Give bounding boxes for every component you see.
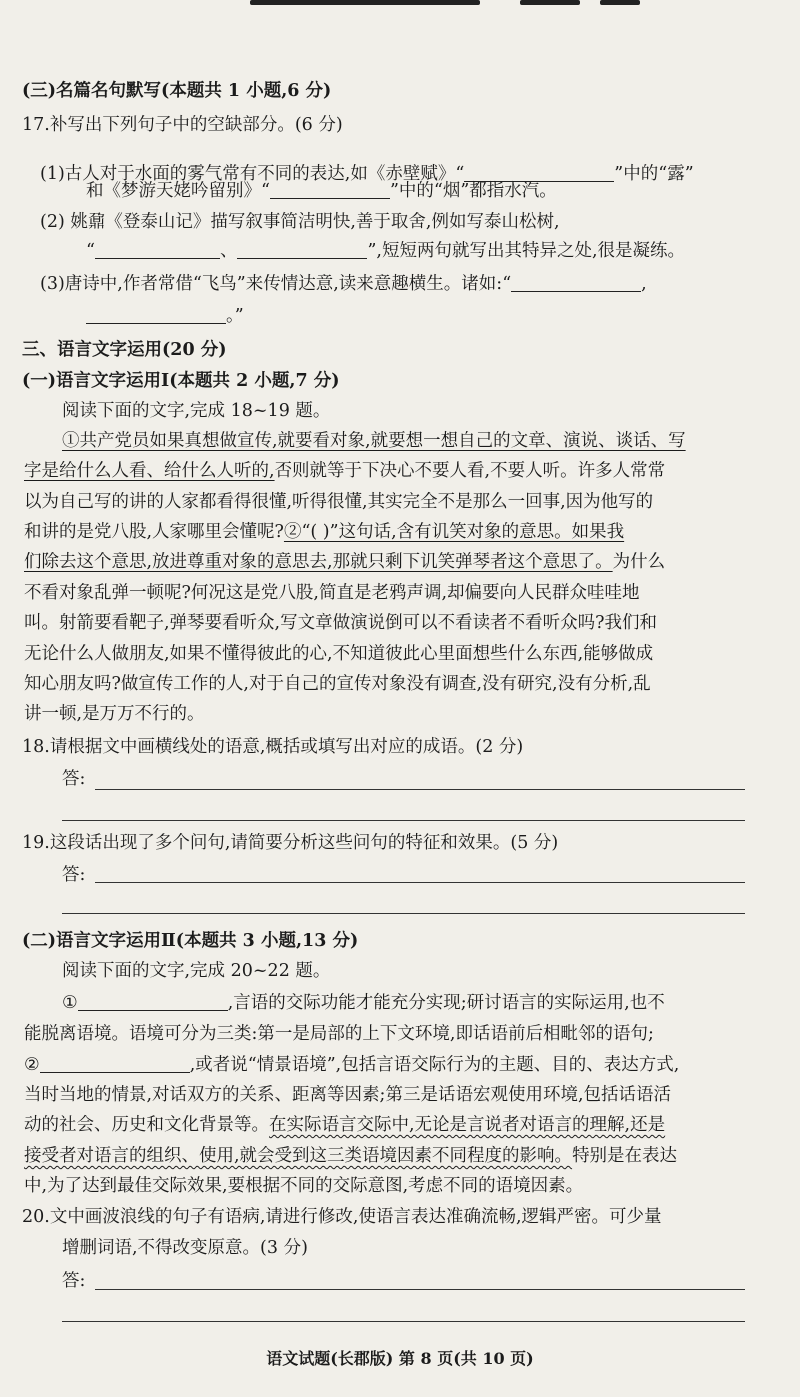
question-20-title: 20.文中画波浪线的句子有语病,请进行修改,使语言表达准确流畅,逻辑严密。可少量 [22, 1207, 662, 1227]
fill-blank[interactable] [40, 1054, 190, 1073]
q17-item-1-line-2: 和《梦游天姥吟留别》“ ”中的“烟”都指水汽。 [86, 181, 557, 201]
passage-2-line: ② ,或者说“情景语境”,包括言语交际行为的主题、目的、表达方式, [24, 1055, 680, 1075]
fill-blank[interactable] [237, 240, 367, 259]
fill-blank[interactable] [78, 992, 228, 1011]
subsection-2-heading: (二)语言文字运用Ⅱ(本题共 3 小题,13 分) [22, 931, 359, 951]
fill-blank[interactable] [270, 180, 390, 199]
question-18-title: 18.请根据文中画横线处的语意,概括或填写出对应的成语。(2 分) [22, 737, 524, 757]
answer-label: 答: [62, 769, 86, 789]
passage-1-line: 知心朋友吗?做宣传工作的人,对于自己的宣传对象没有调查,没有研究,没有分析,乱 [24, 674, 651, 694]
q17-item-3-line-2: 。” [86, 303, 800, 329]
answer-label: 答: [62, 865, 86, 885]
answer-line[interactable] [62, 913, 745, 914]
fill-blank[interactable] [95, 240, 220, 259]
top-edge-scan-marks [0, 0, 800, 14]
passage-1-line: 无论什么人做朋友,如果不懂得彼此的心,不知道彼此心里面想些什么东西,能够做成 [24, 644, 654, 664]
passage-1-line: 不看对象乱弹一顿呢?何况这是党八股,简直是老鸦声调,却偏要向人民群众哇哇地 [24, 583, 640, 603]
fill-blank[interactable] [86, 305, 226, 324]
q17-item-1-line-1: (1)古人对于水面的雾气常有不同的表达,如《赤壁赋》“ ”中的“露” [40, 164, 694, 184]
part-heading: 三、语言文字运用(20 分) [22, 340, 227, 360]
passage-1-line: 和讲的是党八股,人家哪里会懂呢?②“( )”这句话,含有讥笑对象的意思。如果我 [24, 522, 625, 542]
answer-line[interactable] [95, 882, 745, 883]
answer-line[interactable] [95, 1289, 745, 1290]
passage-1-line: 讲一顿,是万万不行的。 [24, 704, 205, 724]
answer-line[interactable] [62, 1321, 745, 1322]
question-17-title: 17.补写出下列句子中的空缺部分。(6 分) [22, 115, 343, 135]
passage-2-line: 能脱离语境。语境可分为三类:第一是局部的上下文环境,即话语前后相毗邻的语句; [24, 1024, 654, 1044]
section-heading: (三)名篇名句默写(本题共 1 小题,6 分) [22, 81, 332, 101]
q17-item-2-line-2: “ 、 ”,短短两句就写出其特异之处,很是凝练。 [86, 241, 686, 261]
instruction-18-19: 阅读下面的文字,完成 18~19 题。 [62, 401, 331, 421]
passage-1-line: 字是给什么人看、给什么人听的,否则就等于下决心不要人看,不要人听。许多人常常 [24, 461, 666, 481]
passage-1-line: 以为自己写的讲的人家都看得很懂,听得很懂,其实完全不是那么一回事,因为他写的 [24, 492, 654, 512]
question-19-title: 19.这段话出现了多个问句,请简要分析这些问句的特征和效果。(5 分) [22, 833, 559, 853]
passage-1-line: 们除去这个意思,放进尊重对象的意思去,那就只剩下讥笑弹琴者这个意思了。为什么 [24, 552, 666, 572]
question-20-title-line-2: 增删词语,不得改变原意。(3 分) [62, 1238, 308, 1258]
q17-item-3-line-1: (3)唐诗中,作者常借“飞鸟”来传情达意,读来意趣横生。诸如:“ , [40, 274, 647, 294]
passage-1-line: ①共产党员如果真想做宣传,就要看对象,就要想一想自己的文章、演说、谈话、写 [62, 431, 686, 451]
page-footer: 语文试题(长郡版) 第 8 页(共 10 页) [266, 1349, 534, 1368]
passage-2-line: 接受者对语言的组织、使用,就会受到这三类语境因素不同程度的影响。特别是在表达 [24, 1146, 678, 1166]
answer-line[interactable] [62, 820, 745, 821]
instruction-20-22: 阅读下面的文字,完成 20~22 题。 [62, 961, 331, 981]
passage-2-line: ① ,言语的交际功能才能充分实现;研讨语言的实际运用,也不 [62, 993, 665, 1013]
passage-2-line: 动的社会、历史和文化背景等。在实际语言交际中,无论是言说者对语言的理解,还是 [24, 1115, 666, 1135]
passage-2-line: 中,为了达到最佳交际效果,要根据不同的交际意图,考虑不同的语境因素。 [24, 1176, 584, 1196]
q17-item-2-line-1: (2) 姚鼐《登泰山记》描写叙事简洁明快,善于取舍,例如写泰山松树, [40, 212, 560, 232]
passage-1-line: 叫。射箭要看靶子,弹琴要看听众,写文章做演说倒可以不看读者不看听众吗?我们和 [24, 613, 658, 633]
answer-label: 答: [62, 1271, 86, 1291]
passage-2-line: 当时当地的情景,对话双方的关系、距离等因素;第三是话语宏观使用环境,包括话语活 [24, 1085, 672, 1105]
answer-line[interactable] [95, 789, 745, 790]
subsection-1-heading: (一)语言文字运用Ⅰ(本题共 2 小题,7 分) [22, 371, 340, 391]
fill-blank[interactable] [511, 273, 641, 292]
